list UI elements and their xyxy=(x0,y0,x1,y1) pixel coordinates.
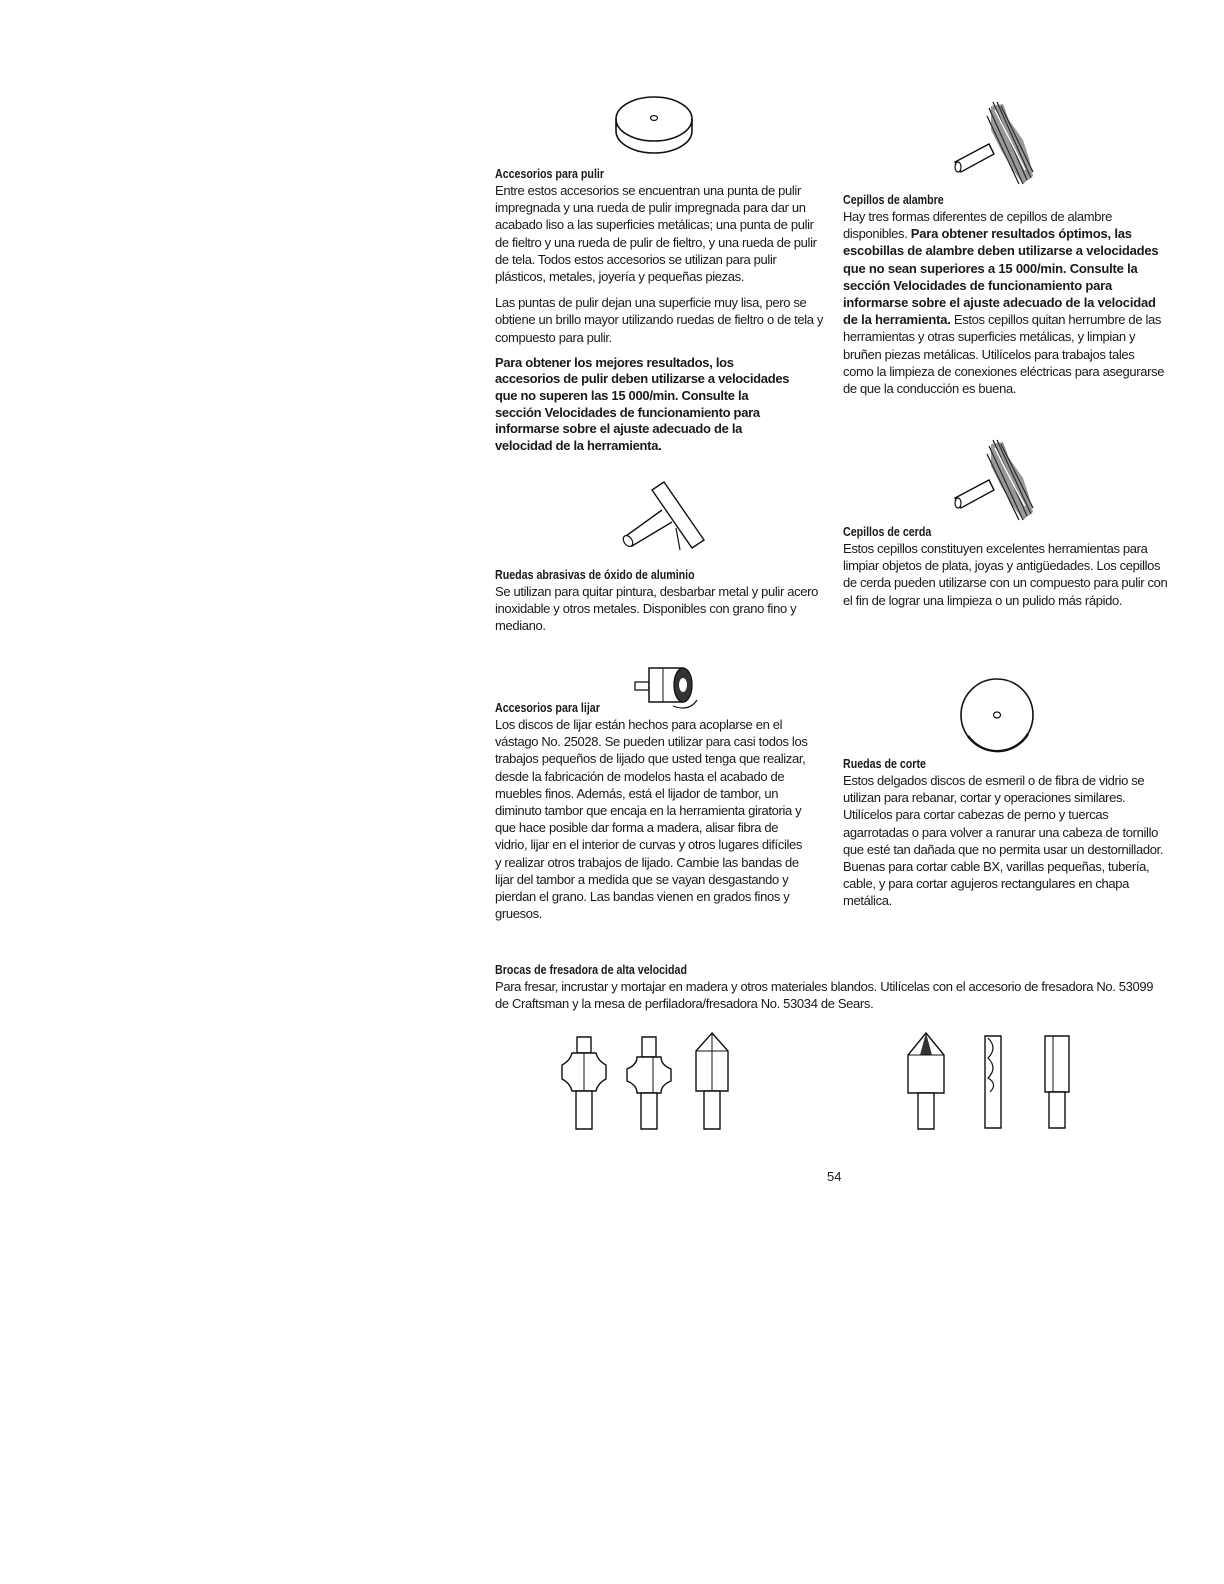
warning-paragraph: Para obtener los mejores resultados, los accesorios de pulir deben utilizarse a velocidades que no superen las 15 000/min. Consulte la sección Velocidades de funcionamiento para informarse sobre el ajuste adecuado de la velocidad de la herramienta. xyxy=(495,354,790,453)
router-bit-cove-icon xyxy=(625,1035,673,1131)
section-brocas xyxy=(495,962,1170,1012)
paragraph: Los discos de lijar están hechos para acoplarse en el vástago No. 25028. Se pueden utilizar para casi todos los trabajos pequeños de lijado que usted tenga que realizar, desde la fabricación de modelos hasta el acabado de muebles finos. Además, está el lijador de tambor, un diminuto tambor que encaja en la herramienta giratoria y que hace posible dar forma a madera, alisar fibra de vidrio, lijar en el interior de curvas y otros lugares difíciles y realizar otros trabajos de lijado. Cambie las bandas de lijar del tambor a medida que se vayan desgastando y pierdan el grano. Las bandas vienen en grados finos y gruesos. xyxy=(495,717,808,922)
section-title: Accesorios para pulir xyxy=(495,166,605,181)
page-number: 54 xyxy=(827,1169,842,1184)
section-title: Cepillos de alambre xyxy=(843,192,944,207)
paragraph: Para fresar, incrustar y mortajar en madera y otros materiales blandos. Utilícelas con el accesorio de fresadora No. 53099 de Craftsman y la mesa de perfiladora/fresadora No. 53034 de Sears. xyxy=(495,979,1154,1012)
aluminum-oxide-wheel-icon xyxy=(618,480,708,556)
section-corte xyxy=(843,756,1168,910)
section-title: Ruedas abrasivas de óxido de aluminio xyxy=(495,567,695,582)
router-bit-spiral-icon xyxy=(982,1034,1004,1130)
cutting-wheel-icon xyxy=(958,676,1038,754)
router-bit-countersink-icon xyxy=(906,1031,946,1131)
polishing-wheel-icon xyxy=(613,93,695,159)
section-pulir xyxy=(495,166,830,454)
bristle-brush-icon xyxy=(953,438,1037,522)
paragraph: Estos cepillos constituyen excelentes herramientas para limpiar objetos de plata, joyas y antigüedades. Los cepillos de cerda pueden utilizarse con un compuesto para pulir con el fin de lograr una limpieza o un pulido más rápido. xyxy=(843,541,1168,608)
section-oxido xyxy=(495,567,825,635)
section-title: Brocas de fresadora de alta velocidad xyxy=(495,962,687,977)
section-title: Cepillos de cerda xyxy=(843,524,932,539)
paragraph-lead: Hay tres formas diferentes de cepillos de alambre disponibles. xyxy=(843,209,1112,242)
wire-brush-icon xyxy=(953,100,1037,186)
paragraph: Las puntas de pulir dejan una superficie muy lisa, pero se obtiene un brillo mayor utilizando ruedas de fieltro o de tela y compuesto para pulir. xyxy=(495,295,824,345)
section-title: Ruedas de corte xyxy=(843,756,926,771)
section-lijar xyxy=(495,700,825,922)
paragraph: Estos delgados discos de esmeril o de fibra de vidrio se utilizan para rebanar, cortar y operaciones similares. Utilícelos para cortar cabezas de perno y tuercas agarrotadas o para volver a ranurar una cabeza de tornillo que esté tan dañada que no permita usar un destornillador. Buenas para cortar cable BX, varillas pequeñas, tubería, cable, y para cortar agujeros rectangulares en chapa metálica. xyxy=(843,773,1164,909)
router-bit-vgroove-icon xyxy=(694,1031,730,1131)
paragraph-bold: Para obtener resultados óptimos, las escobillas de alambre deben utilizarse a velocidades que no sean superiores a 15 000/min. Consulte la sección Velocidades de funcionamiento para informarse sobre el ajuste adecuado de la velocidad de la herramienta. xyxy=(843,226,1159,328)
section-title: Accesorios para lijar xyxy=(495,700,600,715)
section-cerda xyxy=(843,524,1168,609)
section-alambre xyxy=(843,192,1168,397)
paragraph: Entre estos accesorios se encuentran una punta de pulir impregnada y una rueda de pulir impregnada para dar un acabado liso a las superficies metálicas; una punta de pulir de fieltro y una rueda de pulir de fieltro, y una rueda de pulir de tela. Todos estos accesorios se utilizan para pulir plásticos, metales, joyería y pequeñas piezas. xyxy=(495,183,817,285)
router-bit-rounding-icon xyxy=(560,1035,608,1131)
paragraph: Se utilizan para quitar pintura, desbarbar metal y pulir acero inoxidable y otros metales. Disponibles con grano fino y mediano. xyxy=(495,584,818,634)
router-bit-straight-icon xyxy=(1042,1034,1072,1130)
paragraph-tail: Estos cepillos quitan herrumbre de las herramientas y otras superficies metálicas, y limpian y bruñen piezas metálicas. Utilícelos para trabajos tales como la limpieza de conexiones eléctricas para asegurarse de que la conducción es buena. xyxy=(843,312,1165,397)
paragraph xyxy=(843,208,1168,397)
